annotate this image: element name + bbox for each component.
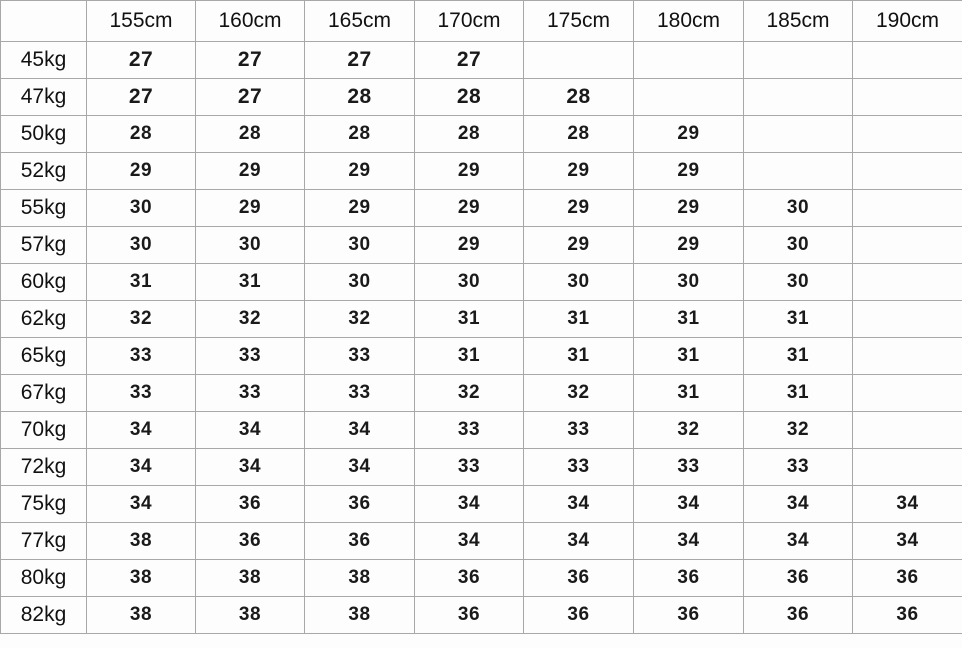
- size-cell: 31: [744, 338, 853, 375]
- weight-row-header: 45kg: [1, 42, 87, 79]
- size-cell: 29: [87, 153, 196, 190]
- size-cell: 32: [87, 301, 196, 338]
- size-cell: 38: [87, 597, 196, 634]
- size-cell: 27: [87, 42, 196, 79]
- size-cell: 28: [524, 79, 634, 116]
- size-cell: 36: [853, 560, 962, 597]
- size-cell: 29: [305, 190, 415, 227]
- weight-row-header: 67kg: [1, 375, 87, 412]
- table-row: [1, 42, 962, 79]
- size-cell: 29: [305, 153, 415, 190]
- size-cell: [853, 79, 962, 116]
- size-cell: 27: [196, 79, 305, 116]
- size-cell: 31: [87, 264, 196, 301]
- size-cell: 33: [524, 412, 634, 449]
- size-cell: [853, 190, 962, 227]
- size-cell: 29: [196, 190, 305, 227]
- size-cell: 31: [744, 375, 853, 412]
- size-cell: 38: [87, 560, 196, 597]
- size-cell: 33: [524, 449, 634, 486]
- size-cell: 38: [305, 597, 415, 634]
- size-cell: 36: [853, 597, 962, 634]
- size-cell: 33: [415, 412, 524, 449]
- size-cell: 34: [305, 449, 415, 486]
- size-cell: 29: [415, 153, 524, 190]
- table-row: [1, 449, 962, 486]
- table-row: [1, 79, 962, 116]
- size-cell: 28: [87, 116, 196, 153]
- size-cell: 36: [524, 597, 634, 634]
- size-cell: 31: [415, 338, 524, 375]
- size-cell: 32: [196, 301, 305, 338]
- size-cell: 38: [305, 560, 415, 597]
- size-cell: 34: [87, 486, 196, 523]
- size-cell: 29: [634, 190, 744, 227]
- size-cell: [634, 79, 744, 116]
- size-cell: 36: [305, 523, 415, 560]
- size-cell: 33: [87, 338, 196, 375]
- weight-row-header: 57kg: [1, 227, 87, 264]
- size-cell: 36: [524, 560, 634, 597]
- table-row: [1, 301, 962, 338]
- weight-row-header: 80kg: [1, 560, 87, 597]
- size-cell: 33: [196, 338, 305, 375]
- size-cell: 30: [305, 227, 415, 264]
- size-cell: 28: [305, 116, 415, 153]
- weight-row-header: 47kg: [1, 79, 87, 116]
- size-cell: 34: [853, 486, 962, 523]
- size-cell: 29: [524, 227, 634, 264]
- weight-row-header: 52kg: [1, 153, 87, 190]
- size-cell: 34: [744, 523, 853, 560]
- size-cell: [853, 227, 962, 264]
- size-cell: 29: [524, 190, 634, 227]
- table-row: [1, 190, 962, 227]
- size-cell: 34: [87, 412, 196, 449]
- size-cell: 36: [305, 486, 415, 523]
- size-cell: 36: [415, 597, 524, 634]
- size-cell: 36: [415, 560, 524, 597]
- size-cell: 34: [634, 523, 744, 560]
- size-cell: 31: [524, 301, 634, 338]
- size-cell: 33: [744, 449, 853, 486]
- size-cell: 38: [196, 597, 305, 634]
- weight-row-header: 62kg: [1, 301, 87, 338]
- size-cell: 33: [305, 338, 415, 375]
- table-row: [1, 412, 962, 449]
- size-cell: 30: [415, 264, 524, 301]
- size-cell: [634, 42, 744, 79]
- size-cell: 29: [415, 227, 524, 264]
- size-cell: 30: [524, 264, 634, 301]
- height-column-header: 170cm: [415, 1, 524, 42]
- table-row: [1, 560, 962, 597]
- size-cell: [744, 116, 853, 153]
- weight-row-header: 65kg: [1, 338, 87, 375]
- size-cell: 33: [415, 449, 524, 486]
- weight-row-header: 60kg: [1, 264, 87, 301]
- corner-cell: [1, 1, 87, 42]
- size-cell: 30: [196, 227, 305, 264]
- size-cell: 30: [744, 227, 853, 264]
- size-cell: [524, 42, 634, 79]
- size-cell: 27: [305, 42, 415, 79]
- size-cell: 31: [634, 338, 744, 375]
- size-cell: 38: [196, 560, 305, 597]
- size-cell: 34: [415, 486, 524, 523]
- size-cell: 30: [744, 190, 853, 227]
- size-cell: 36: [744, 560, 853, 597]
- size-cell: [853, 301, 962, 338]
- size-cell: 29: [524, 153, 634, 190]
- weight-row-header: 70kg: [1, 412, 87, 449]
- table-row: [1, 264, 962, 301]
- height-column-header: 175cm: [524, 1, 634, 42]
- size-cell: 31: [634, 301, 744, 338]
- size-cell: 36: [634, 560, 744, 597]
- size-cell: 29: [196, 153, 305, 190]
- weight-row-header: 75kg: [1, 486, 87, 523]
- size-cell: [744, 42, 853, 79]
- size-cell: 34: [87, 449, 196, 486]
- size-cell: [853, 264, 962, 301]
- size-cell: 34: [196, 412, 305, 449]
- size-cell: [853, 153, 962, 190]
- size-cell: 31: [744, 301, 853, 338]
- size-cell: [744, 79, 853, 116]
- size-cell: [853, 375, 962, 412]
- size-cell: 27: [415, 42, 524, 79]
- table-row: [1, 227, 962, 264]
- size-cell: 36: [744, 597, 853, 634]
- size-cell: [853, 412, 962, 449]
- size-cell: 27: [196, 42, 305, 79]
- table-row: [1, 116, 962, 153]
- size-cell: 32: [634, 412, 744, 449]
- size-cell: 33: [634, 449, 744, 486]
- size-cell: 30: [87, 227, 196, 264]
- size-cell: 28: [305, 79, 415, 116]
- size-cell: 34: [524, 523, 634, 560]
- size-cell: 34: [305, 412, 415, 449]
- weight-row-header: 77kg: [1, 523, 87, 560]
- size-cell: 36: [196, 486, 305, 523]
- weight-row-header: 82kg: [1, 597, 87, 634]
- size-cell: 30: [634, 264, 744, 301]
- size-cell: 31: [634, 375, 744, 412]
- size-cell: 29: [634, 153, 744, 190]
- table-row: [1, 375, 962, 412]
- table-row: [1, 597, 962, 634]
- size-cell: 32: [744, 412, 853, 449]
- size-cell: [853, 42, 962, 79]
- weight-row-header: 50kg: [1, 116, 87, 153]
- size-cell: 29: [415, 190, 524, 227]
- header-row: [1, 1, 962, 42]
- size-cell: 34: [524, 486, 634, 523]
- size-cell: [744, 153, 853, 190]
- size-cell: 32: [305, 301, 415, 338]
- size-cell: 34: [196, 449, 305, 486]
- size-cell: 32: [415, 375, 524, 412]
- size-cell: 36: [634, 597, 744, 634]
- size-cell: 38: [87, 523, 196, 560]
- size-cell: 34: [744, 486, 853, 523]
- size-cell: 31: [196, 264, 305, 301]
- size-cell: 31: [524, 338, 634, 375]
- weight-row-header: 72kg: [1, 449, 87, 486]
- size-cell: 28: [524, 116, 634, 153]
- size-cell: 33: [196, 375, 305, 412]
- size-cell: [853, 116, 962, 153]
- size-cell: [853, 449, 962, 486]
- weight-row-header: 55kg: [1, 190, 87, 227]
- size-cell: 29: [634, 227, 744, 264]
- size-cell: 31: [415, 301, 524, 338]
- size-cell: 33: [87, 375, 196, 412]
- size-cell: 34: [634, 486, 744, 523]
- height-column-header: 160cm: [196, 1, 305, 42]
- height-column-header: 155cm: [87, 1, 196, 42]
- size-cell: [853, 338, 962, 375]
- height-column-header: 185cm: [744, 1, 853, 42]
- size-cell: 30: [87, 190, 196, 227]
- height-column-header: 180cm: [634, 1, 744, 42]
- size-cell: 28: [196, 116, 305, 153]
- size-cell: 29: [634, 116, 744, 153]
- size-cell: 32: [524, 375, 634, 412]
- size-cell: 28: [415, 79, 524, 116]
- size-cell: 28: [415, 116, 524, 153]
- size-cell: 34: [415, 523, 524, 560]
- table-body: [1, 42, 962, 634]
- height-column-header: 165cm: [305, 1, 415, 42]
- table-row: [1, 153, 962, 190]
- table-row: [1, 523, 962, 560]
- size-cell: 30: [305, 264, 415, 301]
- table-row: [1, 338, 962, 375]
- height-column-header: 190cm: [853, 1, 962, 42]
- size-cell: 34: [853, 523, 962, 560]
- size-cell: 27: [87, 79, 196, 116]
- size-cell: 30: [744, 264, 853, 301]
- size-cell: 33: [305, 375, 415, 412]
- size-cell: 36: [196, 523, 305, 560]
- table-row: [1, 486, 962, 523]
